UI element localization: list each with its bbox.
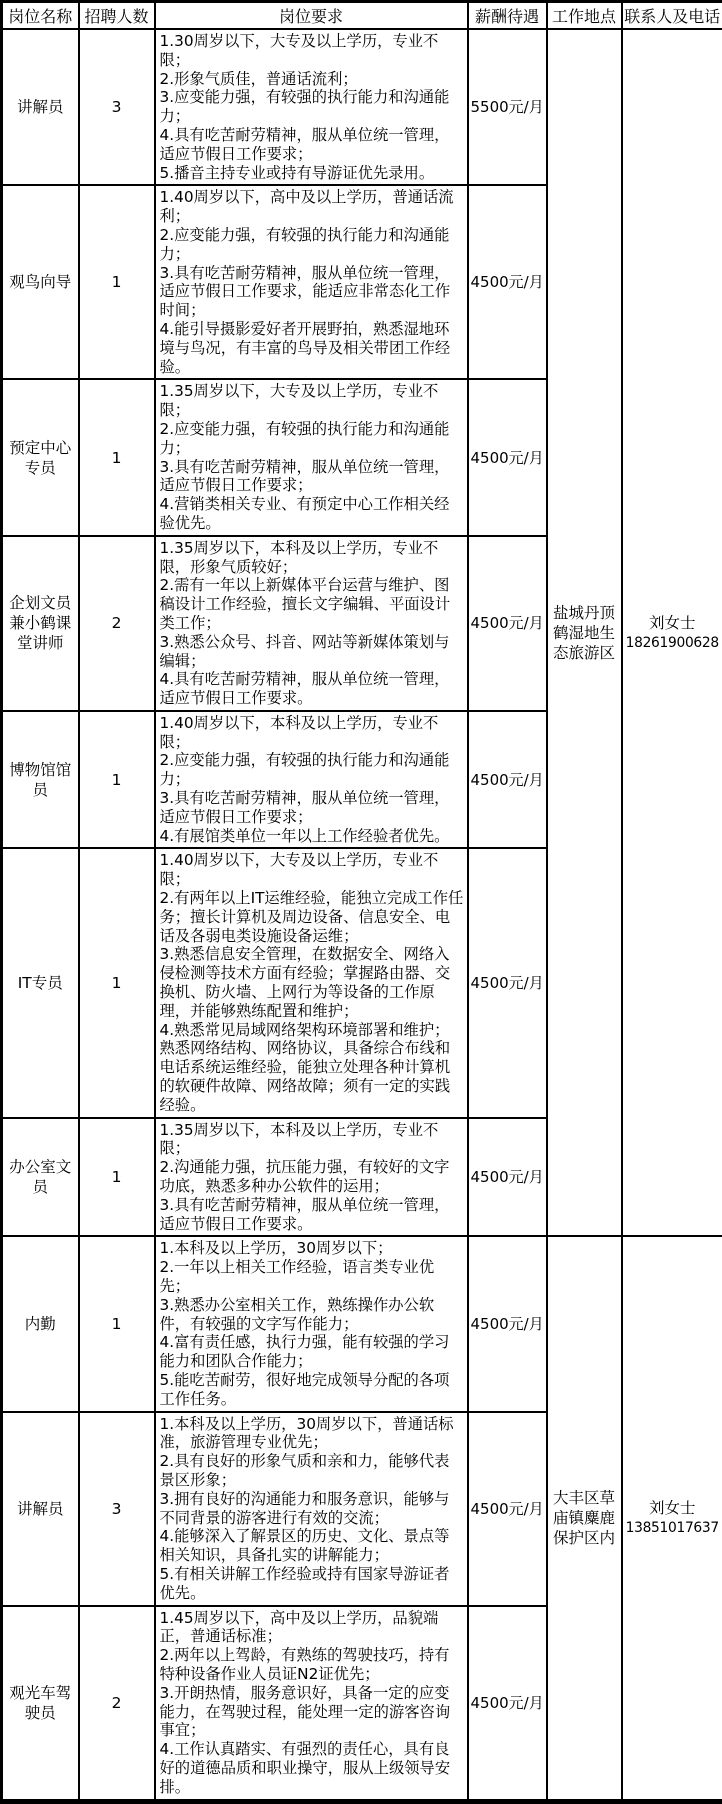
requirement-item: 3.具有吃苦耐劳精神，服从单位统一管理，适应节假日工作要求； (160, 789, 464, 827)
requirement-item: 2.应变能力强，有较强的执行能力和沟通能力； (160, 420, 464, 458)
requirement-item: 5.能吃苦耐劳，很好地完成领导分配的各项工作任务。 (160, 1371, 464, 1409)
requirement-item: 4.熟悉常见局域网络架构环境部署和维护；熟悉网络结构、网络协议，具备综合布线和电话系统运维经验，能独立处理各种计算机的软硬件故障、网络故障；须有一定的实践经验。 (160, 1021, 464, 1115)
requirement-item: 3.拥有良好的沟通能力和服务意识，能够与不同背景的游客进行有效的交流； (160, 1490, 464, 1528)
requirement-item: 3.熟悉信息安全管理，在数据安全、网络入侵检测等技术方面有经验；掌握路由器、交换机、防火墙、上网行为等设备的工作原理，并能够熟练配置和维护； (160, 945, 464, 1020)
requirement-item: 1.本科及以上学历，30周岁以下，普通话标准，旅游管理专业优先； (160, 1415, 464, 1453)
column-header-5: 联系人及电话 (622, 2, 722, 30)
headcount-cell: 1 (79, 711, 155, 849)
requirement-item: 3.具有吃苦耐劳精神，服从单位统一管理，适应节假日工作要求； (160, 458, 464, 496)
contact-cell (622, 1236, 722, 1801)
jobs-table-body (2, 29, 722, 1801)
requirement-item: 4.能够深入了解景区的历史、文化、景点等相关知识，具备扎实的讲解能力； (160, 1527, 464, 1565)
requirement-item: 1.40周岁以下，本科及以上学历，专业不限； (160, 714, 464, 752)
headcount-cell: 1 (79, 848, 155, 1117)
position-cell: 讲解员 (2, 1412, 79, 1606)
table-row (2, 29, 722, 185)
requirement-item: 4.富有责任感，执行力强，能有较强的学习能力和团队合作能力； (160, 1333, 464, 1371)
requirement-item: 4.能引导摄影爱好者开展野拍，熟悉湿地环境与鸟况，有丰富的鸟导及相关带团工作经验。 (160, 320, 464, 376)
column-header-2: 岗位要求 (155, 2, 468, 30)
requirement-item: 4.具有吃苦耐劳精神，服从单位统一管理，适应节假日工作要求。 (160, 670, 464, 708)
column-header-4: 工作地点 (547, 2, 622, 30)
contact-cell (622, 29, 722, 1236)
location-cell: 盐城丹顶鹤湿地生态旅游区 (547, 29, 622, 1236)
headcount-cell: 1 (79, 379, 155, 535)
position-cell: 企划文员兼小鹤课堂讲师 (2, 536, 79, 711)
requirement-item: 2.一年以上相关工作经验，语言类专业优先； (160, 1258, 464, 1296)
position-cell: 讲解员 (2, 29, 79, 185)
column-header-0: 岗位名称 (2, 2, 79, 30)
requirement-item: 2.沟通能力强，抗压能力强，有较好的文字功底，熟悉多种办公软件的运用； (160, 1158, 464, 1196)
position-cell: IT专员 (2, 848, 79, 1117)
requirement-item: 4.营销类相关专业、有预定中心工作相关经验优先。 (160, 495, 464, 533)
requirements-cell (155, 1606, 468, 1801)
requirement-item: 3.熟悉公众号、抖音、网站等新媒体策划与编辑； (160, 633, 464, 671)
requirement-item: 3.开朗热情，服务意识好，具备一定的应变能力，在驾驶过程，能处理一定的游客咨询事宜； (160, 1684, 464, 1740)
position-cell: 内勤 (2, 1236, 79, 1411)
salary-cell: 4500元/月 (468, 1606, 547, 1801)
headcount-cell: 1 (79, 1236, 155, 1411)
requirement-item: 1.35周岁以下，大专及以上学历，专业不限； (160, 382, 464, 420)
contact-phone: 18261900628 (625, 633, 721, 653)
requirements-cell (155, 1236, 468, 1411)
headcount-cell: 2 (79, 536, 155, 711)
requirement-item: 4.工作认真踏实、有强烈的责任心，具有良好的道德品质和职业操守，服从上级领导安排。 (160, 1740, 464, 1796)
salary-cell: 5500元/月 (468, 29, 547, 185)
requirement-item: 1.35周岁以下，本科及以上学历，专业不限，形象气质较好； (160, 539, 464, 577)
requirements-cell (155, 1412, 468, 1606)
location-cell: 大丰区草庙镇麋鹿保护区内 (547, 1236, 622, 1801)
requirement-item: 5.播音主持专业或持有导游证优先录用。 (160, 164, 464, 183)
position-cell: 观鸟向导 (2, 185, 79, 379)
requirement-item: 2.应变能力强，有较强的执行能力和沟通能力； (160, 751, 464, 789)
contact-name: 刘女士 (625, 613, 721, 633)
requirement-item: 4.具有吃苦耐劳精神，服从单位统一管理，适应节假日工作要求； (160, 126, 464, 164)
requirement-item: 1.40周岁以下，高中及以上学历，普通话流利； (160, 188, 464, 226)
column-header-3: 薪酬待遇 (468, 2, 547, 30)
salary-cell: 4500元/月 (468, 1118, 547, 1237)
position-cell: 博物馆馆员 (2, 711, 79, 849)
salary-cell: 4500元/月 (468, 1236, 547, 1411)
position-cell: 办公室文员 (2, 1118, 79, 1237)
requirement-item: 1.40周岁以下，大专及以上学历，专业不限； (160, 851, 464, 889)
salary-cell: 4500元/月 (468, 848, 547, 1117)
requirement-item: 3.应变能力强，有较强的执行能力和沟通能力； (160, 88, 464, 126)
requirement-item: 2.有两年以上IT运维经验，能独立完成工作任务；擅长计算机及周边设备、信息安全、电话及各弱电类设施设备运维； (160, 889, 464, 945)
header-row (2, 2, 722, 30)
requirements-cell (155, 1118, 468, 1237)
table-row (2, 1236, 722, 1411)
requirements-cell (155, 848, 468, 1117)
requirement-item: 1.35周岁以下，本科及以上学历，专业不限； (160, 1121, 464, 1159)
requirements-cell (155, 379, 468, 535)
requirement-item: 1.45周岁以下，高中及以上学历，品貌端正，普通话标准； (160, 1609, 464, 1647)
headcount-cell: 1 (79, 1118, 155, 1237)
salary-cell: 4500元/月 (468, 379, 547, 535)
requirements-cell (155, 711, 468, 849)
salary-cell: 4500元/月 (468, 185, 547, 379)
headcount-cell: 1 (79, 185, 155, 379)
requirement-item: 2.具有良好的形象气质和亲和力，能够代表景区形象； (160, 1452, 464, 1490)
position-cell: 预定中心专员 (2, 379, 79, 535)
contact-phone: 13851017637 (625, 1518, 721, 1538)
headcount-cell: 2 (79, 1606, 155, 1801)
salary-cell: 4500元/月 (468, 536, 547, 711)
requirement-item: 1.30周岁以下，大专及以上学历，专业不限； (160, 32, 464, 70)
requirements-cell (155, 185, 468, 379)
requirement-item: 3.熟悉办公室相关工作，熟练操作办公软件，有较强的文字写作能力； (160, 1296, 464, 1334)
requirement-item: 2.需有一年以上新媒体平台运营与维护、图稿设计工作经验，擅长文字编辑、平面设计类工作； (160, 576, 464, 632)
requirement-item: 2.形象气质佳，普通话流利； (160, 70, 464, 89)
requirements-cell (155, 29, 468, 185)
requirement-item: 2.应变能力强，有较强的执行能力和沟通能力； (160, 226, 464, 264)
position-cell: 观光车驾驶员 (2, 1606, 79, 1801)
requirement-item: 3.具有吃苦耐劳精神，服从单位统一管理，适应节假日工作要求。 (160, 1196, 464, 1234)
requirement-item: 1.本科及以上学历，30周岁以下； (160, 1239, 464, 1258)
requirement-item: 4.有展馆类单位一年以上工作经验者优先。 (160, 827, 464, 846)
salary-cell: 4500元/月 (468, 1412, 547, 1606)
requirements-cell (155, 536, 468, 711)
requirement-item: 3.具有吃苦耐劳精神，服从单位统一管理，适应节假日工作要求，能适应非常态化工作时间； (160, 264, 464, 320)
requirement-item: 2.两年以上驾龄，有熟练的驾驶技巧，持有特种设备作业人员证N2证优先； (160, 1646, 464, 1684)
requirement-item: 5.有相关讲解工作经验或持有国家导游证者优先。 (160, 1565, 464, 1603)
headcount-cell: 3 (79, 1412, 155, 1606)
headcount-cell: 3 (79, 29, 155, 185)
contact-name: 刘女士 (625, 1498, 721, 1518)
column-header-1: 招聘人数 (79, 2, 155, 30)
salary-cell: 4500元/月 (468, 711, 547, 849)
